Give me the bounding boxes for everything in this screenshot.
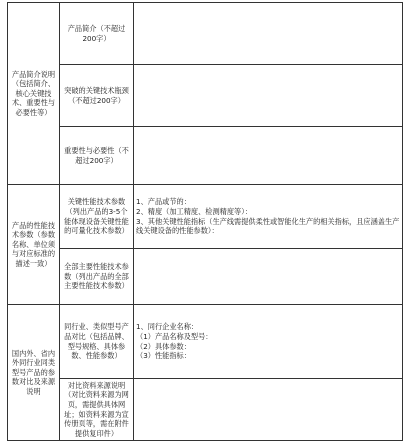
section-title: 产品的性能技术参数（参数名称、单位须与对应标准的描述一致） <box>11 220 56 268</box>
item-content-cell[interactable] <box>134 379 403 441</box>
form-row <box>8 249 403 305</box>
item-label-cell <box>60 185 134 249</box>
content-line: 1、产品或节的： <box>136 197 191 207</box>
section-title-cell <box>8 185 60 305</box>
form-row <box>8 65 403 127</box>
item-label: 对比资料来源说明（对比资料来源为网页，需提供具体网址；如资料来源为宣传册页等，需在附件提供复印件） <box>64 380 129 438</box>
item-label: 重要性与必要性（不超过200字） <box>64 145 129 165</box>
content-line: （1）产品名称及型号： <box>136 331 213 341</box>
form-row <box>8 305 403 379</box>
form-row <box>8 127 403 185</box>
content-line: 1、同行企业名称： <box>136 322 199 332</box>
form-row <box>8 379 403 441</box>
item-label: 突破的关键技术瓶颈（不超过200字） <box>64 85 129 105</box>
item-label: 产品简介（不超过200字） <box>67 23 126 43</box>
item-label-cell <box>60 379 134 441</box>
item-label: 全部主要性能技术参数（列出产品的全部主要性能技术参数） <box>64 262 129 291</box>
section-title: 产品简介说明（包括简介、核心关键技术、重要性与必要性等） <box>11 69 56 117</box>
product-info-form <box>7 2 403 441</box>
content-line: （3）性能指标： <box>136 351 191 361</box>
section-title-cell <box>8 305 60 441</box>
item-label-cell <box>60 3 134 65</box>
content-line: （2）具体参数： <box>136 341 191 351</box>
item-label-cell <box>60 305 134 379</box>
item-label-cell <box>60 65 134 127</box>
section-title: 国内外、省内外同行业同类型号产品的参数对比及来源说明 <box>11 348 56 396</box>
content-line: 3、其他关键性能指标（生产线需提供柔性或智能化生产的相关指标，且应涵盖生产线关键设备的性能参数）： <box>136 216 400 236</box>
section-title-cell <box>8 3 60 185</box>
item-content-cell[interactable] <box>134 3 403 65</box>
item-label-cell <box>60 249 134 305</box>
item-content-cell[interactable] <box>134 185 403 249</box>
item-label: 关键性能技术参数（列出产品的3-5个能体现设备关键性能的可量化技术参数） <box>64 197 129 236</box>
item-content-cell[interactable] <box>134 305 403 379</box>
form-row <box>8 3 403 65</box>
form-row <box>8 185 403 249</box>
item-content-cell[interactable] <box>134 65 403 127</box>
item-content-cell[interactable] <box>134 127 403 185</box>
item-content-cell[interactable] <box>134 249 403 305</box>
content-line: 2、精度（加工精度、检测精度等）： <box>136 206 252 216</box>
item-label: 同行业、类似型号产品对比（包括品牌、型号规格、具体参数、性能参数） <box>64 322 129 361</box>
item-label-cell <box>60 127 134 185</box>
